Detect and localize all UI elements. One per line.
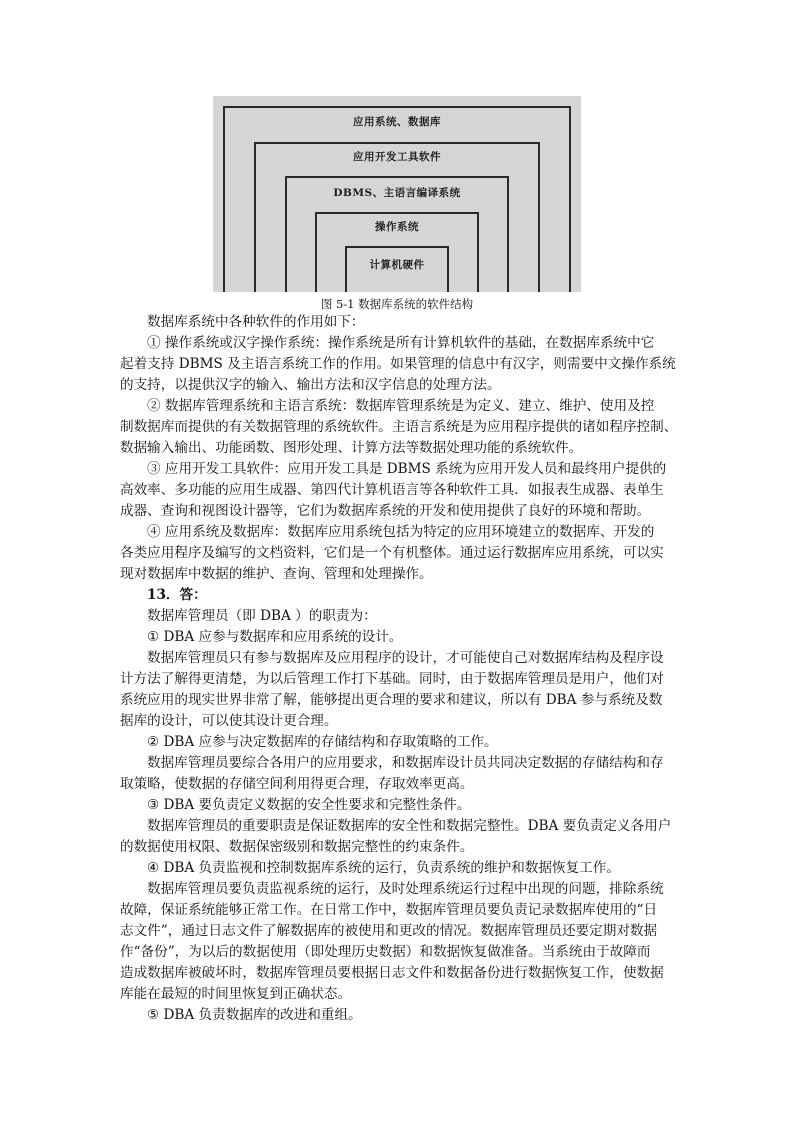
layer-label-dev-tools: 应用开发工具软件: [353, 151, 441, 163]
text-line: ③ 应用开发工具软件：应用开发工具是 DBMS 系统为应用开发人员和最终用户提供的: [147, 461, 667, 477]
text-line: 据库的设计，可以使其设计更合理。: [120, 713, 338, 729]
text-line: 数据库管理员要综合各用户的应用要求，和数据库设计员共同决定数据的存储结构和存: [147, 755, 664, 771]
text-line: ③ DBA 要负责定义数据的安全性要求和完整性条件。: [147, 797, 471, 813]
text-line: 计方法了解得更清楚，为以后管理工作打下基础。同时，由于数据库管理员是用户，他们对: [120, 671, 664, 687]
text-line: ② 数据库管理系统和主语言系统：数据库管理系统是为定义、建立、维护、使用及控: [147, 398, 655, 414]
text-line: 数据库系统中各种软件的作用如下：: [147, 314, 365, 330]
text-line: ② DBA 应参与决定数据库的存储结构和存取策略的工作。: [147, 734, 498, 750]
text-line: 作“备份”，为以后的数据使用（即处理历史数据）和数据恢复做准备。当系统由于故障而: [120, 944, 651, 960]
text-line: 现对数据库中数据的维护、查询、管理和处理操作。: [120, 566, 433, 582]
text-line: 志文件”，通过日志文件了解数据库的被使用和更改的情况。数据库管理员还要定期对数据: [120, 923, 658, 939]
text-line: 数据库管理员（即 DBA ）的职责为：: [147, 608, 377, 624]
text-line: 数据库管理员的重要职责是保证数据库的安全性和数据完整性。DBA 要负责定义各用户: [147, 818, 672, 834]
text-line: 的支持，以提供汉字的输入、输出方法和汉字信息的处理方法。: [120, 377, 501, 393]
text-line: 造成数据库被破坏时，数据库管理员要根据日志文件和数据备份进行数据恢复工作，使数据: [120, 965, 664, 981]
text-line: 数据库管理员只有参与数据库及应用程序的设计，才可能使自己对数据库结构及程序设: [147, 650, 664, 666]
text-line: 故障，保证系统能够正常工作。在日常工作中，数据库管理员要负责记录数据库使用的“日: [120, 902, 658, 918]
text-line: 数据库管理员要负责监视系统的运行，及时处理系统运行过程中出现的问题，排除系统: [147, 881, 664, 897]
text-line: 高效率、多功能的应用生成器、第四代计算机语言等各种软件工具．如报表生成器、表单生: [120, 482, 664, 498]
layer-box-hardware: [345, 246, 449, 292]
text-line: 各类应用程序及编写的文档资料，它们是一个有机整体。通过运行数据库应用系统，可以实: [120, 545, 664, 561]
text-line: ④ 应用系统及数据库：数据库应用系统包括为特定的应用环境建立的数据库、开发的: [147, 524, 655, 540]
text-line: 成器、查询和视图设计器等，它们为数据库系统的开发和使用提供了良好的环境和帮助。: [120, 503, 651, 519]
text-line: 取策略，使数据的存储空间利用得更合理，存取效率更高。: [120, 776, 474, 792]
figure-caption: 图 5-1 数据库系统的软件结构: [320, 297, 474, 311]
text-line: 库能在最短的时间里恢复到正确状态。: [120, 986, 352, 1002]
layer-label-hardware: 计算机硬件: [369, 259, 425, 271]
text-line: 数据输入输出、功能函数、图形处理、计算方法等数据处理功能的系统软件。: [120, 440, 583, 456]
text-line: 的数据使用权限、数据保密级别和数据完整性的约束条件。: [120, 839, 474, 855]
text-line: 起着支持 DBMS 及主语言系统工作的作用。如果管理的信息中有汉字，则需要中文操作系统: [120, 356, 676, 372]
layer-label-application: 应用系统、数据库: [353, 116, 441, 128]
text-line: 系统应用的现实世界非常了解，能够提出更合理的要求和建议，所以有 DBA 参与系统及数: [120, 692, 663, 708]
layer-label-os: 操作系统: [375, 221, 419, 233]
text-line: ④ DBA 负责监视和控制数据库系统的运行，负责系统的维护和数据恢复工作。: [147, 860, 620, 876]
text-line: ⑤ DBA 负责数据库的改进和重组。: [147, 1007, 362, 1023]
answer-heading: 13．答：: [147, 587, 207, 603]
text-line: ① 操作系统或汉字操作系统：操作系统是所有计算机软件的基础，在数据库系统中它: [147, 335, 655, 351]
software-structure-figure: [213, 96, 581, 292]
text-line: 制数据库而提供的有关数据管理的系统软件。主语言系统是为应用程序提供的诸如程序控制、: [120, 419, 678, 435]
layer-label-dbms: DBMS、主语言编译系统: [333, 187, 461, 199]
text-line: ① DBA 应参与数据库和应用系统的设计。: [147, 629, 403, 645]
